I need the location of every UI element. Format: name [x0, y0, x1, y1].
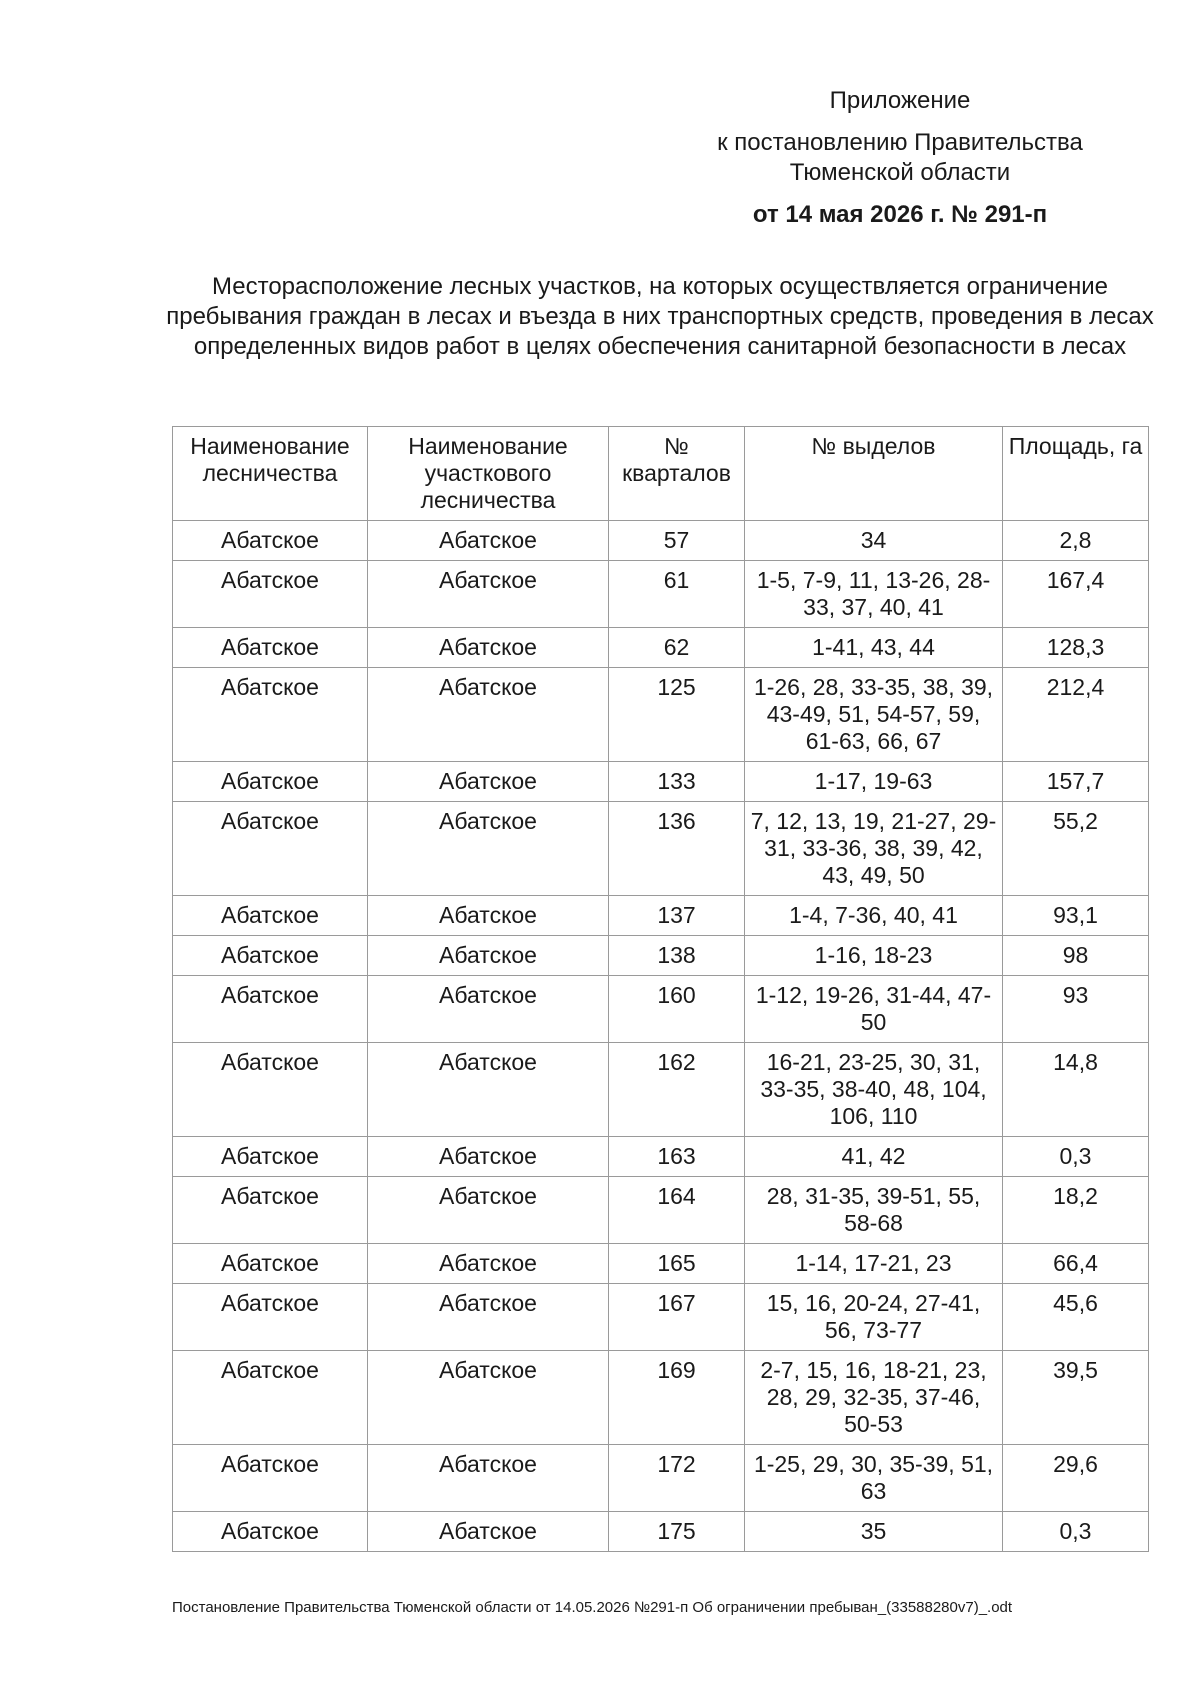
- cell-area: 98: [1003, 936, 1149, 976]
- cell-district-forestry: Абатское: [368, 628, 609, 668]
- appendix-region-line: Тюменской области: [789, 159, 1011, 186]
- cell-quarter: 125: [609, 668, 745, 762]
- cell-area: 0,3: [1003, 1512, 1149, 1552]
- cell-forestry: Абатское: [173, 1043, 368, 1137]
- appendix-resolution-line: к постановлению Правительства: [717, 129, 1083, 156]
- table-row: [173, 628, 1149, 668]
- cell-forestry: Абатское: [173, 521, 368, 561]
- cell-forestry: Абатское: [173, 628, 368, 668]
- cell-quarter: 57: [609, 521, 745, 561]
- column-header-area: Площадь, га: [1003, 427, 1149, 521]
- cell-district-forestry: Абатское: [368, 1284, 609, 1351]
- cell-area: 93,1: [1003, 896, 1149, 936]
- table-row: [173, 1137, 1149, 1177]
- column-header-forestry: Наименование лесничества: [173, 427, 368, 521]
- forest-plots-table: [172, 426, 1149, 1552]
- cell-plots: 1-17, 19-63: [745, 762, 1003, 802]
- cell-area: 0,3: [1003, 1137, 1149, 1177]
- cell-quarter: 175: [609, 1512, 745, 1552]
- cell-district-forestry: Абатское: [368, 762, 609, 802]
- cell-plots: 1-16, 18-23: [745, 936, 1003, 976]
- cell-quarter: 137: [609, 896, 745, 936]
- table-row: [173, 896, 1149, 936]
- cell-plots: 1-26, 28, 33-35, 38, 39, 43-49, 51, 54-57, 59, 61-63, 66, 67: [745, 668, 1003, 762]
- cell-area: 167,4: [1003, 561, 1149, 628]
- cell-quarter: 138: [609, 936, 745, 976]
- table-row: [173, 1284, 1149, 1351]
- table-row: [173, 668, 1149, 762]
- cell-plots: 41, 42: [745, 1137, 1003, 1177]
- cell-plots: 16-21, 23-25, 30, 31, 33-35, 38-40, 48, 104, 106, 110: [745, 1043, 1003, 1137]
- cell-district-forestry: Абатское: [368, 976, 609, 1043]
- cell-quarter: 163: [609, 1137, 745, 1177]
- cell-forestry: Абатское: [173, 561, 368, 628]
- cell-district-forestry: Абатское: [368, 521, 609, 561]
- cell-plots: 7, 12, 13, 19, 21-27, 29-31, 33-36, 38, 39, 42, 43, 49, 50: [745, 802, 1003, 896]
- appendix-label: Приложение: [829, 87, 971, 114]
- cell-area: 66,4: [1003, 1244, 1149, 1284]
- cell-area: 18,2: [1003, 1177, 1149, 1244]
- cell-district-forestry: Абатское: [368, 1244, 609, 1284]
- table-row: [173, 976, 1149, 1043]
- cell-quarter: 164: [609, 1177, 745, 1244]
- document-footer: Постановление Правительства Тюменской области от 14.05.2026 №291-п Об ограничении пребыван_(33588280v7)_.odt: [172, 1599, 1013, 1616]
- cell-forestry: Абатское: [173, 1351, 368, 1445]
- cell-district-forestry: Абатское: [368, 896, 609, 936]
- cell-quarter: 165: [609, 1244, 745, 1284]
- cell-plots: 1-4, 7-36, 40, 41: [745, 896, 1003, 936]
- cell-plots: 34: [745, 521, 1003, 561]
- table-row: [173, 936, 1149, 976]
- cell-forestry: Абатское: [173, 896, 368, 936]
- cell-area: 29,6: [1003, 1445, 1149, 1512]
- cell-quarter: 136: [609, 802, 745, 896]
- cell-forestry: Абатское: [173, 1284, 368, 1351]
- cell-district-forestry: Абатское: [368, 561, 609, 628]
- cell-plots: 1-25, 29, 30, 35-39, 51, 63: [745, 1445, 1003, 1512]
- cell-area: 14,8: [1003, 1043, 1149, 1137]
- appendix-date-number: от 14 мая 2026 г. № 291-п: [752, 201, 1048, 228]
- cell-quarter: 169: [609, 1351, 745, 1445]
- table-row: [173, 762, 1149, 802]
- column-header-quarters: № кварталов: [609, 427, 745, 521]
- cell-forestry: Абатское: [173, 1512, 368, 1552]
- table-row: [173, 1244, 1149, 1284]
- table-row: [173, 1512, 1149, 1552]
- cell-district-forestry: Абатское: [368, 1043, 609, 1137]
- table-row: [173, 521, 1149, 561]
- column-header-plots: № выделов: [745, 427, 1003, 521]
- cell-plots: 1-12, 19-26, 31-44, 47-50: [745, 976, 1003, 1043]
- table-body: [173, 521, 1149, 1552]
- table-row: [173, 802, 1149, 896]
- cell-plots: 15, 16, 20-24, 27-41, 56, 73-77: [745, 1284, 1003, 1351]
- cell-area: 45,6: [1003, 1284, 1149, 1351]
- table-row: [173, 561, 1149, 628]
- cell-area: 128,3: [1003, 628, 1149, 668]
- cell-forestry: Абатское: [173, 936, 368, 976]
- cell-quarter: 160: [609, 976, 745, 1043]
- table-row: [173, 1177, 1149, 1244]
- cell-district-forestry: Абатское: [368, 936, 609, 976]
- cell-forestry: Абатское: [173, 1445, 368, 1512]
- cell-quarter: 167: [609, 1284, 745, 1351]
- cell-area: 39,5: [1003, 1351, 1149, 1445]
- cell-plots: 2-7, 15, 16, 18-21, 23, 28, 29, 32-35, 37-46, 50-53: [745, 1351, 1003, 1445]
- cell-district-forestry: Абатское: [368, 1512, 609, 1552]
- cell-quarter: 61: [609, 561, 745, 628]
- cell-district-forestry: Абатское: [368, 1177, 609, 1244]
- cell-plots: 1-41, 43, 44: [745, 628, 1003, 668]
- cell-district-forestry: Абатское: [368, 668, 609, 762]
- document-heading: Месторасположение лесных участков, на которых осуществляется ограничение пребывания граждан в лесах и въезда в них транспортных средств, проведения в лесах определенных видов работ в целях обеспечения санитарной безопасности в лесах: [166, 273, 1154, 360]
- cell-quarter: 62: [609, 628, 745, 668]
- cell-area: 2,8: [1003, 521, 1149, 561]
- column-header-district-forestry: Наименование участкового лесничества: [368, 427, 609, 521]
- cell-plots: 1-14, 17-21, 23: [745, 1244, 1003, 1284]
- cell-forestry: Абатское: [173, 1137, 368, 1177]
- cell-forestry: Абатское: [173, 802, 368, 896]
- table-row: [173, 1043, 1149, 1137]
- cell-area: 212,4: [1003, 668, 1149, 762]
- table-header-row: [173, 427, 1149, 521]
- cell-quarter: 133: [609, 762, 745, 802]
- cell-forestry: Абатское: [173, 1244, 368, 1284]
- cell-district-forestry: Абатское: [368, 1137, 609, 1177]
- cell-plots: 35: [745, 1512, 1003, 1552]
- cell-quarter: 172: [609, 1445, 745, 1512]
- cell-area: 157,7: [1003, 762, 1149, 802]
- table-row: [173, 1351, 1149, 1445]
- cell-forestry: Абатское: [173, 762, 368, 802]
- cell-area: 93: [1003, 976, 1149, 1043]
- cell-district-forestry: Абатское: [368, 802, 609, 896]
- cell-district-forestry: Абатское: [368, 1351, 609, 1445]
- cell-forestry: Абатское: [173, 668, 368, 762]
- cell-quarter: 162: [609, 1043, 745, 1137]
- table-row: [173, 1445, 1149, 1512]
- cell-area: 55,2: [1003, 802, 1149, 896]
- cell-district-forestry: Абатское: [368, 1445, 609, 1512]
- cell-plots: 28, 31-35, 39-51, 55, 58-68: [745, 1177, 1003, 1244]
- cell-plots: 1-5, 7-9, 11, 13-26, 28-33, 37, 40, 41: [745, 561, 1003, 628]
- cell-forestry: Абатское: [173, 1177, 368, 1244]
- cell-forestry: Абатское: [173, 976, 368, 1043]
